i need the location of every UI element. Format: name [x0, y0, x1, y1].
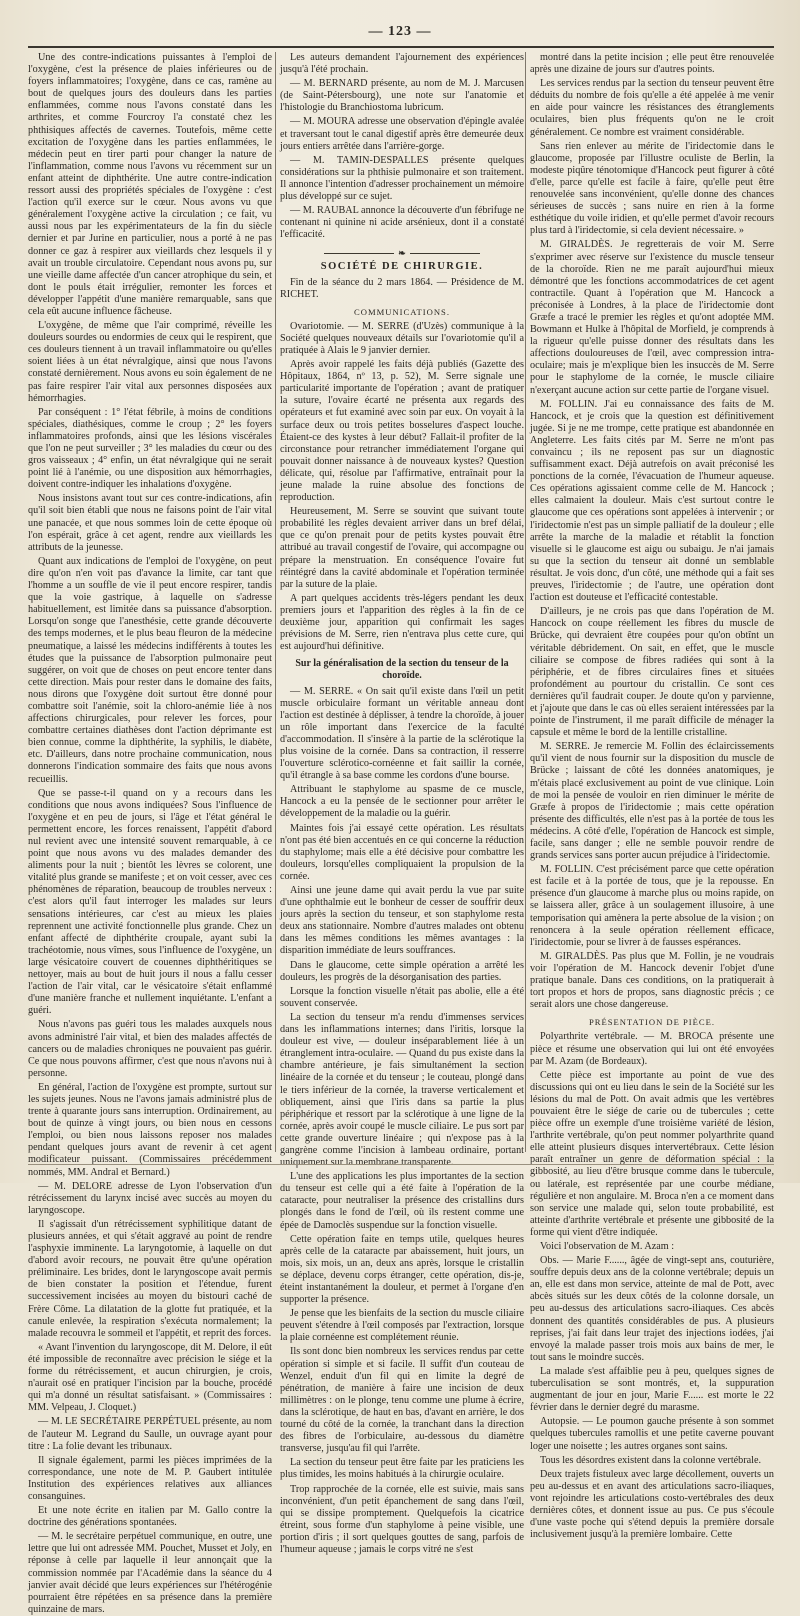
paragraph: M. GIRALDÈS. Pas plus que M. Follin, je ne voudrais voir l'opération de M. Hancock devenir l'objet d'une pratique banale. Dans ces conditions, on la pratiquerait à tort propos et hors de propos, sans diagnostic précis ; ce serait alors une chose dangereuse. — [530, 950, 774, 1011]
paragraph: Voici l'observation de M. Azam : — [540, 1241, 675, 1252]
subheading: PRÉSENTATION DE PIÈCE. — [588, 1017, 716, 1028]
column-2 — [280, 52, 524, 1555]
paragraph: D'ailleurs, je ne crois pas que dans l'opération de M. Hancock on coupe réellement les fibres du muscle de Brücke, qui devraient être coupées pour qu'on obtînt un véritable débridement. On sait, en effet, que le muscle ciliaire se compose de fibres radiées qui sont à la périphérie, et de fibres circulaires fines et situées profondément au pourtour du cristallin. Ce sont ces dernières qu'il faudrait couper. Je doute qu'on y parvienne, et j'ajoute que dans le cas où elles seraient intéressées par la pointe de l'instrument, il me paraît difficile de ménager la capsule et même le bord de la lentille cristalline. — [530, 606, 774, 739]
paragraph: Quant aux indications de l'emploi de l'oxygène, on peut dire qu'on n'en voit pas d'avance la limite, car tant que l'homme a un souffle de vie il peut encore respirer, tandis que la voie gastrique, à laquelle on s'adresse habituellement, est limitée dans sa puissance d'absorption. Lorsqu'on songe que l'anesthésie, cette grande découverte des temps modernes, et le plus beau fleuron de la médecine pneumatique, a laissé les médecins indifférents à toutes les études que la puissance de l'absorption pulmonaire peut suggérer, on voit que de choses on peut encore tenter dans cette direction. Mais pour rester dans le domaine des faits, nous dirons que l'oxygène doit surtout être donné pour combattre soit l'anémie, soit la chloro-anémie liée à nos affections chirurgicales, pour relever les forces, pour combattre certaines diathèses dont l'action déprimante est bien connue, comme la diphthérite, la syphilis, le diabète, etc. D'ailleurs, dans notre prochaine communication, nous donnerons l'indication sommaire des faits que nous avons recueillis. — [28, 555, 272, 785]
paragraph: — M. DELORE adresse de Lyon l'observation d'un rétrécissement du larynx incisé avec succès au moyen du laryngoscope. — [28, 1180, 272, 1216]
paragraph: Cette opération faite en temps utile, quelques heures après celle de la cataracte par abaissement, huit jours, un mois, six mois, un an, deux ans après, lorsque le cristallin se déplace, devenu corps étranger, cette opération, dis-je, éteint instantanément la douleur, et permet à l'organe d'en supporter la présence. — [280, 1233, 524, 1306]
paragraph: Attribuant le staphylome au spasme de ce muscle, Hancock a eu la pensée de le sectionner pour arrêter le développement de la maladie ou la guérir. — [280, 784, 524, 820]
paragraph: A part quelques accidents très-légers pendant les deux premiers jours et l'apparition des règles à la fin de ce deuxième jour, apparition qui confirmait les sages prévisions de M. Serre, rien n'entrava plus cette cure, qui est aujourd'hui définitive. — [280, 592, 524, 653]
paragraph: — M. le secrétaire perpétuel communique, en outre, une lettre que lui ont adressée MM. Pouchet, Musset et Joly, en réponse à celle par laquelle il leur annonçait que la commission nommée par l'Académie dans la séance du 4 janvier avait décidé que leurs expériences sur l'hétérogénie pourraient être répétées en sa présence dans la première quinzaine de mars. — [28, 1531, 272, 1615]
paragraph: Maintes fois j'ai essayé cette opération. Les résultats n'ont pas été bien accentués en ce qui concerne la réduction du staphylome; mais elle a été décisive pour combattre les douleurs, lorsqu'elles compliquaient la propulsion de la cornée. — [280, 822, 524, 882]
paragraph: Et une note écrite en italien par M. Gallo contre la doctrine des générations spontanées. — [28, 1505, 272, 1529]
paragraph: Obs. — Marie F......, âgée de vingt-sept ans, couturière, souffre depuis deux ans de la colonne vertébrale; depuis un an, elle est dans mon service, atteinte de mal de Pott, avec abcès situés sur les deux côtés de la colonne dorsale, un peu au-dessus des articulations sacro-iliaques. Ces abcès donnent des quantités considérables de pus. A plusieurs reprises, j'ai fait dans leur trajet des injections iodées, j'ai envoyé la malade passer trois mois aux bains de mer, le tout sans le moindre succès. — [530, 1255, 774, 1363]
top-rule — [28, 46, 774, 48]
paragraph: Nous insistons avant tout sur ces contre-indications, afin qu'il soit bien établi que nous ne faisons point de l'air vital une panacée, et que nous sommes loin de cette époque où l'on espérait, grâce à cet agent, rendre aux vieillards les attributs de la jeunesse. — [28, 493, 272, 553]
paragraph: Cette pièce est importante au point de vue des discussions qui ont eu lieu dans le sein de la Société sur les lésions du mal de Pott. On avait admis que les vertèbres pouvaient être le siége de carie ou de tubercules ; cette pièce offre un exemple d'une troisième variété de lésion, l'arthrite vertébrale, qu'on peut nommer polyarthrite quand elle atteint plusieurs disques intervertébraux. Cette lésion paraît entraîner un genre de déformation spécial : la gibbosité, au lieu d'être brusque comme dans le tubercule, ou latérale, est représentée par une courbe médiane, régulière et non angulaire. M. Broca n'en a ce moment dans son service une malade qui, selon toute probabilité, est atteinte d'arthrite vertébrale et présente une gibbosité de la forme qui vient d'être indiquée. — [530, 1069, 774, 1238]
paragraph: M. SERRE. Je remercie M. Follin des éclaircissements qu'il vient de nous fournir sur la disposition du muscle de Brücke ; laissant de côté les données anatomiques, je m'étais placé exclusivement au point de vue clinique. Loin de moi la pensée de vouloir en rien diminuer le mérite de Græfe à propos de l'iridectomie ; mais cette opération présente des difficultés, elle n'est pas à la portée de tous les médecins. A côté d'elle, l'opération de Hancock est simple, facile, sans danger ; elle ne semble pouvoir rendre de grands services sans porter aucun préjudice à l'iridectomie. — [530, 741, 774, 862]
ornament-divider: ❧ — [280, 247, 524, 257]
paragraph: M. FOLLIN. J'ai eu connaissance des faits de M. Hancock, et je crois que la question est définitivement jugée. Si je ne me trompe, cette pratique est abandonnée en Angleterre. Les faits cités par M. Serre ne m'ont pas convaincu ; ils ne reposent pas sur un diagnostic suffisamment exact. Déjà autrefois on avait préconisé les ponctions de la cornée, l'évacuation de l'humeur aqueuse. Ces opérations agissaient comme celle de M. Hancock ; elles calmaient la douleur. Mais c'est surtout contre le glaucome que ces opérations sont appelées à intervenir ; or l'iridectomie n'est pas un simple palliatif de la douleur ; elle arrête la marche de la maladie et rétablit la fonction visuelle si le glaucome est aigu ou subaigu. Je n'ai jamais su que la section du tenseur ait donné un semblable résultat. Je vois donc, d'un côté, une méthode qui a fait ses preuves, l'iridectomie ; de l'autre, une opération dont l'action est douteuse et l'efficacité contestable. — [530, 398, 774, 604]
paragraph: Lorsque la fonction visuelle n'était pas abolie, elle a été souvent conservée. — [280, 985, 524, 1009]
paragraph: Tous les désordres existent dans la colonne vertébrale. — [540, 1454, 762, 1466]
paragraph: Une des contre-indications puissantes à l'emploi de l'oxygène, c'est la présence de plaies inférieures ou de foyers inflammatoires; l'oxygène, dans ce cas, ramène au bout de quelques jours des douleurs dans les parties enflammées, comme nous l'avons constaté dans les arthrites, et comme Fourcroy l'a constaté chez les phthisiques affectés de cavernes. Toutefois, même cette excitation de l'oxygène dans les parties enflammées, le médecin peut en tirer parti pour changer la nature de l'inflammation, comme nous l'avons vu récemment sur un enfant atteint de diphthérite. Une autre contre-indication ressort aussi des propriétés spéciales de l'oxygène : c'est l'action qu'il exerce sur le cœur. Nous avons vu que généralement l'oxygène active la circulation ; ce fait, vu aussi nous par les expérimentateurs de la fin du siècle dernier et par Jurine en particulier, nous a porté à ne pas donner ce gaz à respirer aux vieillards chez lesquels il y avait un trouble circulatoire. Cependant nous avons pu, sur une vieille dame affectée d'un cancer atrophique du sein, et dont le pouls était irrégulier, remonter les forces et développer l'appétit d'une manière remarquable, sans que cela eût aucune influence fâcheuse. — [28, 52, 272, 317]
section-heading: SOCIÉTÉ DE CHIRURGIE. — [320, 261, 484, 273]
paragraph: Ainsi une jeune dame qui avait perdu la vue par suite d'une ophthalmie eut le bonheur de cesser de souffrir deux jours après la section du tenseur, et son staphylome resta deux ans stationnaire. Nombre d'autres malades ont obtenu dans les mêmes conditions les mêmes avantages : la disparition immédiate de leurs souffrances. — [280, 885, 524, 957]
paragraph: Trop rapprochée de la cornée, elle est suivie, mais sans inconvénient, d'un petit épanchement de sang dans l'œil, qui se dissipe promptement. Quelquefois la cicatrice étreint, sous forme d'un staphylome à peine visible, une portion d'iris ; il sort quelques gouttes de sang, parfois de l'humeur aqueuse ; jamais le corps vitré ne s'est — [280, 1483, 524, 1555]
paragraph: Je pense que les bienfaits de la section du muscle ciliaire peuvent s'étendre à l'œil composés par l'extraction, lorsque la plaie cornéenne est complétement réunie. — [280, 1308, 524, 1344]
paragraph: Les services rendus par la section du tenseur peuvent être déduits du nombre de fois qu'elle a été appelée à me venir en aide pour vaincre les résistances des étranglements oculaires, bien plus fréquents qu'on ne le croit généralement. Ce nombre est vraiment considérable. — [530, 78, 774, 138]
paragraph: En général, l'action de l'oxygène est prompte, surtout sur les sujets jeunes. Nous ne l'avons jamais administré plus de trente à quarante jours sans interruption. Ordinairement, au bout de quinze à vingt jours, ou bien nous en cessons l'emploi, ou bien nous laissons reposer nos malades pendant quelques jours avant de revenir à cet agent modificateur puissant. (Commissaires précédemment nommés, MM. Andral et Bernard.) — [28, 1081, 272, 1178]
paragraph: Heureusement, M. Serre se souvint que suivant toute probabilité les règles devaient arriver dans un bref délai, que ce qu'on prenait pour de petits kystes pouvait être attribué au travail congestif de l'ovaire, qui accompagne ou prépare la menstruation. En conséquence l'ovaire fut réintégré dans la cavité abdominale et l'opération terminée par la suture de la plaie. — [280, 506, 524, 590]
paragraph: L'une des applications les plus importantes de la section du tenseur est celle qui a été faite à l'opération de la cataracte, pour neutraliser la présence des cristallins durs plongés dans le fond de l'œil, où ils restent comme une épée de Damoclès suspendue sur la fonction visuelle. — [280, 1171, 524, 1231]
paragraph: La malade s'est affaiblie peu à peu, quelques signes de tuberculisation se sont montrés, et, la suppuration augmentant de jour en jour, Marie F...... est morte le 22 février dans le dernier degré du marasme. — [530, 1365, 774, 1414]
paragraph: L'oxygène, de même que l'air comprimé, réveille les douleurs sourdes ou endormies de ceux qui le respirent, que ces douleurs tiennent à un travail inflammatoire ou qu'elles soient liées à un état névralgique, ainsi que nous l'avons constaté dernièrement. Nous avons eu soin également de ne pas faire respirer l'air vital aux personnes disposées aux hémorrhagies. — [28, 320, 272, 404]
paragraph: Dans le glaucome, cette simple opération a arrêté les douleurs, les progrès de la désorganisation des parties. — [280, 959, 524, 983]
column-divider — [525, 52, 526, 1152]
paragraph: — M. LE SECRÉTAIRE PERPÉTUEL présente, au nom de l'auteur M. Legrand du Saulle, un ouvrage ayant pour titre : La folie devant les tribunaux. — [28, 1416, 272, 1452]
paragraph: La section du tenseur m'a rendu d'immenses services dans les inflammations internes; dans l'iritis, lorsque la douleur est vive, — douleur inséparablement liée à un étranglement intra-oculaire. — Quand du pus existe dans la chambre antérieure, je fais simultanément la section linéaire de la cornée et du tenseur ; le couteau, plongé dans le tiers inférieur de la cornée, la traverse verticalement et obliquement, ainsi que l'iris dans sa partie la plus périphérique et ressort par la sclérotique à une ligne de la cornée, après avoir coupé le muscle ciliaire. Le pus sort par cette grande ouverture linéaire ; qui n'expose pas à la gangrène comme l'incision à lambeau ordinaire, portant uniquement sur la membrane transparente. — [280, 1011, 524, 1169]
paragraph: Polyarthrite vertébrale. — M. BROCA présente une pièce et résume une observation qui lui ont été envoyées par M. Azam (de Bordeaux). — [530, 1031, 774, 1067]
subheading: COMMUNICATIONS. — [354, 306, 450, 317]
column-divider — [275, 52, 276, 1152]
paragraph: — M. BERNARD présente, au nom de M. J. Marcusen (de Saint-Pétersbourg), une note sur l'anatomie et l'histologie du Branchiostoma lubricum. — [280, 78, 524, 114]
paragraph: Autopsie. — Le poumon gauche présente à son sommet quelques tubercules ramollis et une petite caverne pouvant loger une noisette ; les autres organes sont sains. — [530, 1416, 774, 1452]
paragraph: M. GIRALDÈS. Je regretterais de voir M. Serre s'exprimer avec réserve sur l'existence du muscle tenseur de la choroïde. Rien ne me paraît aujourd'hui mieux démontré que les fonctions accommodatrices de cet agent contractile. Quant à l'opération que M. Hancock a préconisée à Londres, à la place de l'iridectomie dont Græfe a tracé le premier les règles et qu'ont adoptée MM. Bowmann et Hulke à l'hôpital de Morfield, je comprends à la rigueur qu'elle puisse donner des résultats dans les affections douloureuses de l'œil, avec compression intra-oculaire; mais je m'explique bien les insuccès de M. Serre pour le staphylome de la cornée, le muscle ciliaire n'exerçant aucune action sur cette partie de l'organe visuel. — [530, 239, 774, 396]
paragraph: Nous n'avons pas guéri tous les malades auxquels nous avons administré l'air vital, et bien des malades affectés de cancers ou de maladies chroniques ne pouvaient pas guérir. Ce que nous pouvons affirmer, c'est que nous n'avons nui à personne. — [28, 1019, 272, 1079]
column-1 — [28, 52, 273, 1615]
paragraph: — M. SERRE. « On sait qu'il existe dans l'œil un petit muscle orbiculaire formant un véritable anneau dont l'action est destinée à déplisser, à tendre la choroïde, à jouer un rôle important dans l'exercice de la faculté d'accommodation. Il s'insère à la partie de la sclérotique la plus voisine de la cornée. Dans sa contraction, il resserre l'ouverture sclérotico-cornéenne et fait saillir la cornée, qu'il étrangle à sa base comme les cordons d'une bourse. — [280, 685, 524, 782]
paragraph: Par conséquent : 1° l'état fébrile, à moins de conditions spéciales, diathésiques, comme le croup ; 2° les foyers inflammatoires profonds, ainsi que les lésions viscérales que l'on ne peut surveiller ; 3° les maladies du cœur ou des gros vaisseaux ; 4° enfin, un état névralgique qui ne serait point lié à l'anémie, ou une disposition aux hémorrhagies, doivent contre-indiquer les inhalations d'oxygène. — [28, 406, 272, 491]
paragraph: Les auteurs demandent l'ajournement des expériences jusqu'à l'été prochain. — [280, 52, 524, 76]
column-3 — [530, 52, 774, 1541]
paragraph: Fin de la séance du 2 mars 1864. — Présidence de M. RICHET. — [280, 276, 524, 300]
paragraph: montré dans la petite incision ; elle peut être renouvelée après une dizaine de jours sur d'autres points. — [530, 52, 774, 76]
bottom-rule — [28, 1164, 774, 1165]
paragraph: Après avoir rappelé les faits déjà publiés (Gazette des Hôpitaux, 1864, nº 13, p. 52), M. Serre signale une particularité importante de l'opération ; avant de pratiquer la suture, l'ovaire écarté ne présenta aux regards des opérateurs et fut examiné avec soin par eux. On voyait à la surface deux ou trois petites bosselures d'aspect louche. Étaient-ce des kystes à leur début? Fallait-il profiter de la circonstance pour retrancher immédiatement l'organe qui pouvait donner naissance à de nouveaux kystes? Question délicate, qui, résolue par l'affirmative, entraînait pour la jeune malade la ruine absolue des fonctions de reproduction. — [280, 359, 524, 504]
paragraph: Que se passe-t-il quand on y a recours dans les conditions que nous avons indiquées? Sous l'influence de l'oxygène et en peu de jours, si l'âge et l'état général le permettent encore, les forces renaissent, l'appétit d'abord nul revient avec une intensité souvent remarquable, à ce point que nous avons vu des malades demander des aliments pour la nuit ; bientôt les lèvres se colorent, une vitalité plus grande se manifeste ; et on voit cesser, avec ces phénomènes de réparation, beaucoup de troubles nerveux : c'est alors qu'il faut interroger les malades sur leurs sensations intérieures, car c'est au mieux les plaies reprennent une activité fonctionnelle plus grande. Chez un enfant affecté de diphthérite croupale, ayant subi la trachéotomie, nous vîmes, sous l'influence de l'oxygène, un large vésicatoire couvert de couennes diphthéritiques se nettoyer, mais au bout de huit jours il nous a fallu cesser l'action de l'air vital, car le vésicatoire s'était enflammé d'une manière franche et nullement inquiétante. L'enfant a guéri. — [28, 787, 273, 1017]
paragraph: M. FOLLIN. C'est précisément parce que cette opération est facile et à la portée de tous, que je la repousse. En présence d'un glaucome à marche plus ou moins rapide, on se laissera aller, grâce à un soulagement illusoire, à une temporisation qui amènera la perte absolue de la vision ; on renoncera à la seule opération réellement efficace, l'iridectomie, pour se livrer à de fausses espérances. — [530, 864, 774, 948]
paragraph: Deux trajets fistuleux avec large décollement, ouverts un peu au-dessus et en avant des articulations sacro-iliaques, vont rejoindre les articulations costo-vertébrales des deux dernières côtes, et donnent issue au pus. Ce pus s'écoule d'une vaste poche qui s'étend depuis la première dorsale inclusivement jusqu'à la première lombaire. Cette — [530, 1468, 774, 1541]
article-title: Sur la généralisation de la section du tenseur de la choroïde. — [295, 658, 509, 682]
paragraph: Ils sont donc bien nombreux les services rendus par cette opération si simple et si facile. Il suffit d'un couteau de Wenzel, enduit d'un fil qui en limite la degré de pénétration, de manière à faire une incision de deux millimètres : on le plonge, tenu comme une plume à écrire, dans la sclérotique, de haut en bas, d'avant en arrière, le dos tourné du côté de la cornée, la tranchant dans la direction des fibres de l'orbiculaire, au-dessous du diamètre transverse, jusqu'au fil qui l'arrête. — [280, 1346, 524, 1455]
page-number: — 123 — — [368, 24, 432, 39]
paragraph: — M. RAUBAL annonce la découverte d'un fébrifuge ne contenant ni quinine ni acide arsénieux, dont il a constaté l'efficacité. — [280, 205, 524, 241]
paragraph: « Avant l'invention du laryngoscope, dit M. Delore, il eût été impossible de reconnaître avec précision le siége et la forme du rétrécissement, et aucun chirurgien, je crois, n'aurait osé en pratiquer l'incision par la bouche, procédé qui m'a donné un résultat satisfaisant. » (Commissaires : MM. Velpeau, J. Cloquet.) — [28, 1341, 272, 1414]
paragraph: La section du tenseur peut être faite par les praticiens les plus timides, les moins habitués à la chirurgie oculaire. — [280, 1457, 524, 1481]
paragraph: Ovariotomie. — M. SERRE (d'Uzès) communique à la Société quelques nouveaux détails sur l'ovariotomie qu'il a pratiquée à Alais le 9 janvier dernier. — [280, 320, 524, 356]
paragraph: — M. TAMIN-DESPALLES présente quelques considérations sur la phthisie pulmonaire et son traitement. Il annonce l'intention d'adresser prochainement un mémoire plus développé sur ce sujet. — [280, 154, 524, 203]
paragraph: Il s'agissait d'un rétrécissement syphilitique datant de plusieurs années, et qui s'était aggravé au point de rendre l'asphyxie imminente. La laryngotomie, à laquelle on dut d'abord avoir recours, ne pouvait être qu'une opération préliminaire. Les brides, dont le laryngoscope avait permis de bien constater la position et l'étendue, furent successivement incisées au moyen du bistouri caché de Frère Côme. La dilatation de la glotte fut pratiquée, et la canule enlevée, la respiration s'exécuta normalement; la malade recouvra le sommeil et l'appétit, et reprit des forces. — [28, 1218, 272, 1339]
paragraph: Sans rien enlever au mérite de l'iridectomie dans le glaucome, proposée par l'illustre oculiste de Berlin, la modeste piqûre ténotomique d'Hancock peut figurer à côté d'elle, parce qu'elle est facile à faire, qu'elle peut être renouvelée sans inconvénient, qu'elle donne des chances sérieuses de succès ; sans nuire en rien à la forme esthétique du voile iridien, et qu'elle permet d'avoir recours plus tard à l'iridectomie, si cela devient nécessaire. » — [530, 140, 774, 237]
paragraph: — M. MOURA adresse une observation d'épingle avalée et traversant tout le canal digestif après être demeurée deux jours entiers arrêtée dans l'arrière-gorge. — [280, 116, 524, 152]
paragraph: Il signale également, parmi les pièces imprimées de la correspondance, une note de M. P. Gaubert intitulée Institution des expériences relatives aux alliances consanguines. — [28, 1454, 272, 1502]
